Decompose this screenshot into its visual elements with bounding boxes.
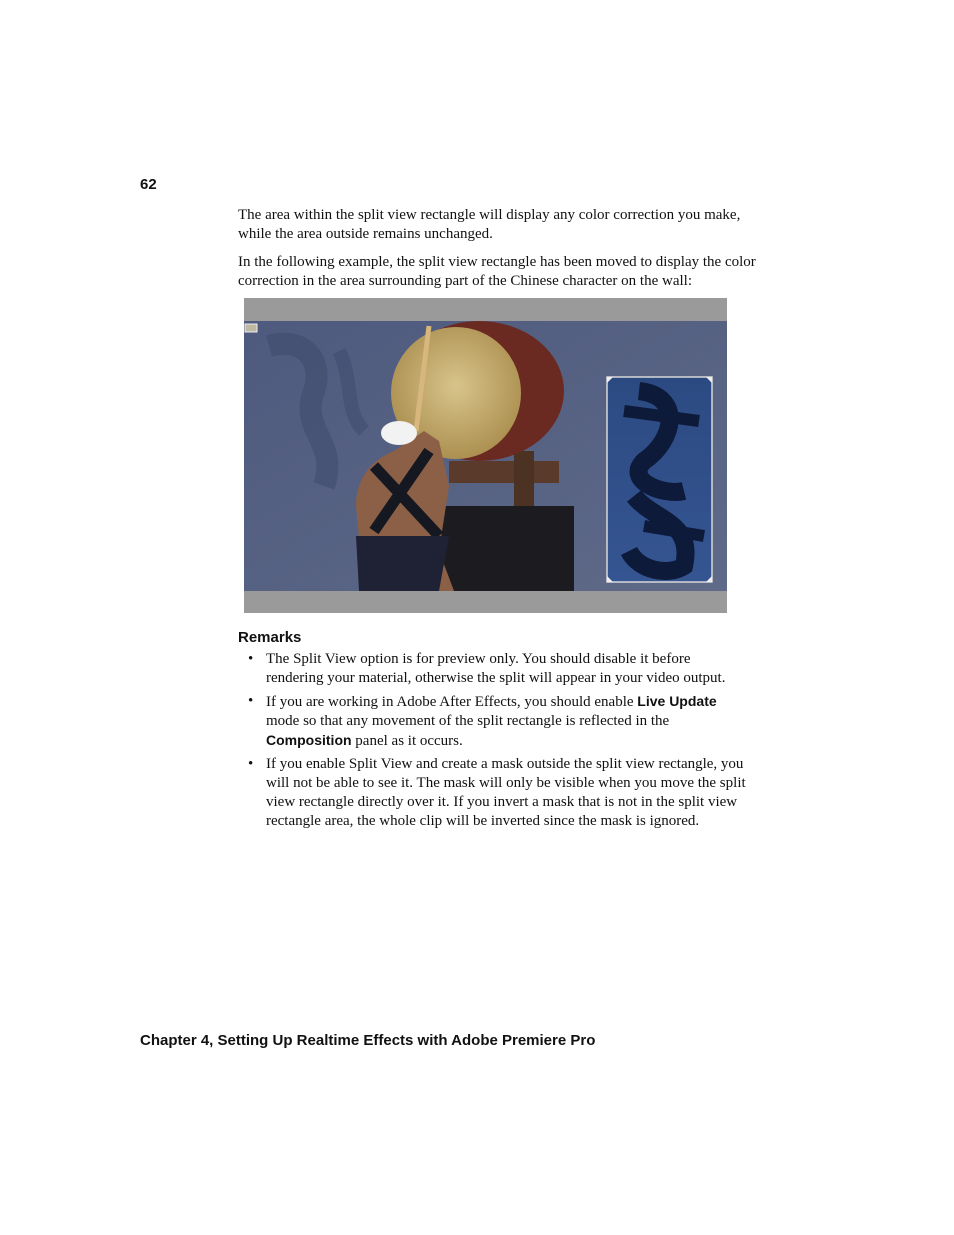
chapter-footer: Chapter 4, Setting Up Realtime Effects with Adobe Premiere Pro [140,1032,596,1049]
bullet-icon: • [248,651,254,667]
paragraph-split-view-area: The area within the split view rectangle will display any color correction you make, while the area outside remains unchanged. [238,207,741,242]
page-number: 62 [140,176,157,193]
remarks-list [248,650,748,835]
remark-after-effects-post: panel as it occurs. [351,733,463,749]
bullet-icon: • [248,693,254,709]
list-item [248,692,748,751]
remark-after-effects-pre: If you are working in Adobe After Effects, you should enable [266,694,638,710]
remarks-heading: Remarks [238,629,302,646]
list-item [248,650,748,688]
paragraph-example-intro: In the following example, the split view rectangle has been moved to display the color correction in the area surrounding part of the Chinese character on the wall: [238,254,756,289]
bullet-icon: • [248,756,254,772]
composition-term: Composition [266,732,352,748]
drummer-photo [244,321,727,591]
remark-split-view-preview: The Split View option is for preview only. You should disable it before rendering your material, otherwise the split will appear in your video output. [266,651,726,686]
remark-after-effects-mid: mode so that any movement of the split rectangle is reflected in the [266,713,670,729]
remark-mask-visibility: If you enable Split View and create a mask outside the split view rectangle, you will not be able to see it. The mask will only be visible when you move the split view rectangle directly over it. If you invert a mask that is not in the split view rectangle area, the whole clip will be inverted since the mask is ignored. [266,756,746,829]
split-view-example-figure [244,298,727,613]
list-item [248,755,748,831]
live-update-term: Live Update [637,693,717,709]
